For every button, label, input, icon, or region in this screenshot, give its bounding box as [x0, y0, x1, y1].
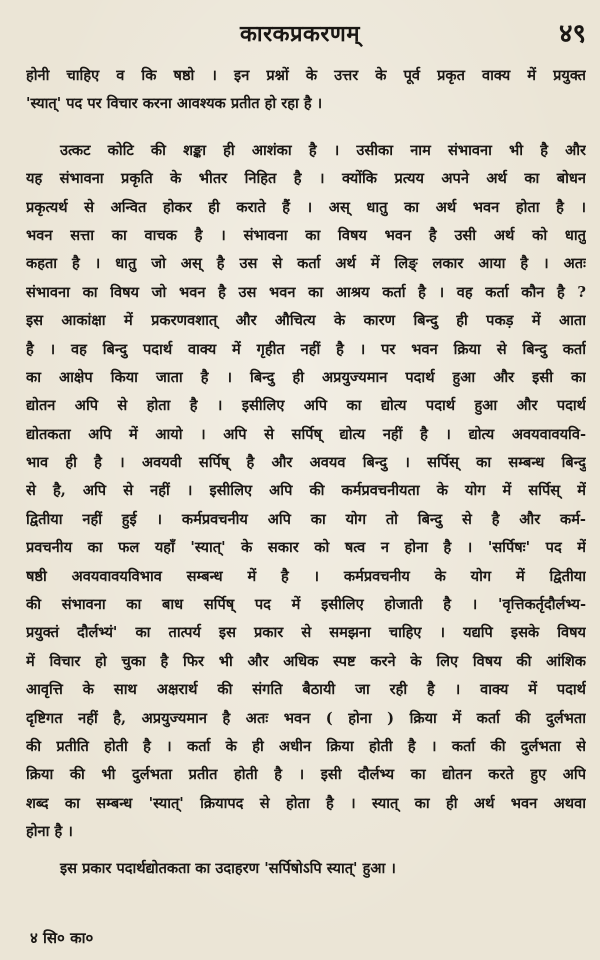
- text-line: में विचार हो चुका है फिर भी और अधिक स्पष्ट करने के लिए विषय की आंशिक: [26, 652, 586, 670]
- paragraph: [26, 137, 586, 847]
- text-line: भवन सत्ता का वाचक है । संभावना का विषय भवन है उसी अर्थ को धातु: [26, 226, 586, 244]
- text-line: द्योतन अपि से होता है । इसीलिए अपि का द्योत्य पदार्थ हुआ और पदार्थ: [26, 397, 586, 415]
- text-line: प्रवचनीय का फल यहाँ 'स्यात्' के सकार को षत्व न होना है । 'सर्पिषः' पद में: [26, 539, 586, 557]
- text-line: दृष्टिगत नहीं है, अप्रयुज्यमान है अतः भवन ( होना ) क्रिया में कर्ता की दुर्लभता: [26, 709, 586, 727]
- text-line: संभावना का विषय जो भवन है उस भवन का आश्रय कर्ता है । वह कर्ता कौन है ?: [26, 283, 586, 301]
- text-line: होना है ।: [26, 823, 73, 841]
- text-line: 'स्यात्' पद पर विचार करना आवश्यक प्रतीत हो रहा है ।: [26, 95, 323, 113]
- text-line: भाव ही है । अवयवी सर्पिष् है और अवयव बिन्दु । सर्पिस् का सम्बन्ध बिन्दु: [26, 454, 586, 472]
- text-line: उत्कट कोटि की शङ्का ही आशंका है । उसीका नाम संभावना भी है और: [60, 141, 586, 159]
- page-header: [0, 6, 600, 49]
- text-line: प्रयुक्तं दौर्लभ्यं' का तात्पर्य इस प्रकार से समझना चाहिए । यद्यपि इसके विषय: [26, 624, 586, 642]
- page-number: ४९: [558, 19, 586, 49]
- text-line: कहता है । धातु जो अस् है उस से कर्ता अर्थ में लिङ् लकार आया है । अतः: [26, 255, 586, 273]
- paragraph: [26, 855, 586, 883]
- text-line: की संभावना का बाध सर्पिष् पद में इसीलिए होजाती है । 'वृत्तिकर्तृदौर्लभ्य-: [26, 596, 586, 614]
- text-line: यह संभावना प्रकृति के भीतर निहित है । क्योंकि प्रत्यय अपने अर्थ का बोधन: [26, 170, 586, 188]
- text-line: होनी चाहिए व कि षष्ठो । इन प्रश्नों के उत्तर के पूर्व प्रकृत वाक्य में प्रयुक्त: [26, 67, 586, 84]
- text-line: की प्रतीति होती है । कर्ता के ही अधीन क्रिया होती है । कर्ता की दुर्लभता से: [26, 737, 586, 755]
- text-line: क्रिया की भी दुर्लभता प्रतीत होती है । इसी दौर्लभ्य का द्योतन करते हुए अपि: [26, 766, 586, 784]
- text-line: द्योतकता अपि में आयो । अपि से सर्पिष् द्योत्य नहीं है । द्योत्य अवयवावयवि-: [26, 425, 586, 443]
- body-text: [26, 62, 586, 883]
- paragraph: [26, 62, 586, 119]
- text-line: प्रकृत्यर्थ से अन्वित होकर ही कराते हैं । अस् धातु का अर्थ भवन होता है ।: [26, 198, 586, 216]
- text-line: है । वह बिन्दु पदार्थ वाक्य में गृहीत नहीं है । पर भवन क्रिया से बिन्दु कर्ता: [26, 340, 586, 358]
- text-line: इस आकांक्षा में प्रकरणवशात् और औचित्य के कारण बिन्दु ही पकड़ में आता: [26, 312, 586, 330]
- text-line: से है, अपि से नहीं । इसीलिए अपि की कर्मप्रवचनीयता के योग में सर्पिस् में: [26, 482, 586, 500]
- text-line: का आक्षेप किया जाता है । बिन्दु ही अप्रयुज्यमान पदार्थ हुआ और इसी का: [26, 368, 586, 386]
- signature-mark: ४ सि० का०: [30, 929, 94, 947]
- text-line: षष्ठी अवयवावयविभाव सम्बन्ध में है । कर्मप्रवचनीय के योग में द्वितीया: [26, 567, 586, 585]
- text-line: द्वितीया नहीं हुई । कर्मप्रवचनीय अपि का योग तो बिन्दु से है और कर्म-: [26, 510, 586, 528]
- text-line: आवृत्ति के साथ अक्षरार्थ की संगति बैठायी जा रही है । वाक्य में पदार्थ: [26, 681, 586, 699]
- running-head: कारकप्रकरणम्: [240, 21, 360, 47]
- text-line: इस प्रकार पदार्थद्योतकता का उदाहरण 'सर्पिषोऽपि स्यात्' हुआ ।: [60, 859, 396, 877]
- text-line: शब्द का सम्बन्ध 'स्यात्' क्रियापद से होता है । स्यात् का ही अर्थ भवन अथवा: [26, 794, 586, 812]
